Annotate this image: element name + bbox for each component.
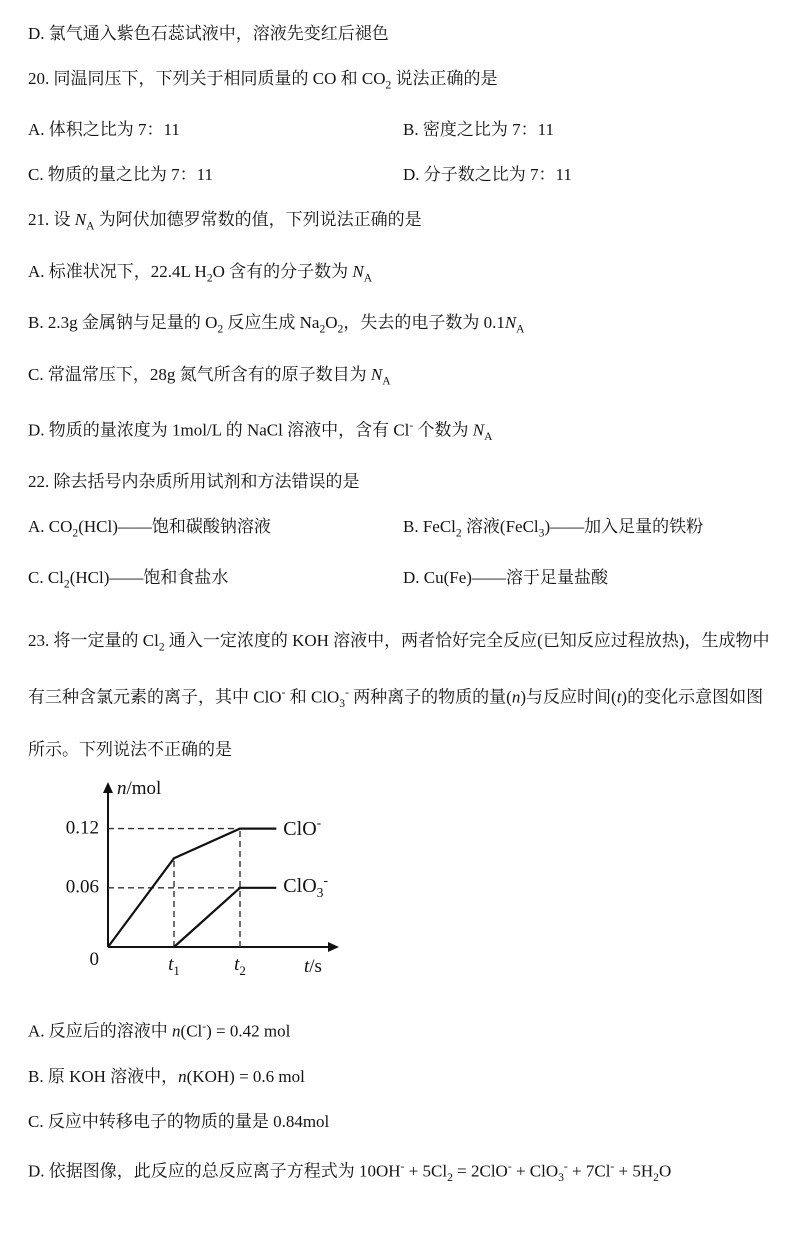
chart-origin-label: 0 (89, 949, 99, 971)
chart-xtick-label: $t_1$ (168, 954, 180, 979)
q22-options-row-2 (28, 566, 772, 595)
chart-xtick-label: $t_2$ (234, 954, 246, 979)
q21-option-a: A. 标准状况下，22.4L $H_2O$ 含有的分子数为 $N_A$ (28, 261, 373, 285)
q20-option-d: D. 分子数之比为 7：11 (403, 165, 572, 185)
q23-chart-svg (62, 777, 392, 991)
q19-option-d: D. 氯气通入紫色石蕊试液中，溶液先变红后褪色 (28, 24, 389, 43)
q23-option-d: D. 依据图像，此反应的总反应离子方程式为 $10OH^- + 5Cl_2 = 2ClO^- + ClO_3^- + 7Cl^- + 5H_2O$ (28, 1159, 672, 1184)
chart-ytick-label: 0.06 (65, 876, 99, 898)
q21-stem: 21. 设 $N_A$ 为阿伏加德罗常数的值，下列说法正确的是 (28, 210, 422, 233)
chart-series-label: ClO$_3$- (283, 872, 328, 901)
q20-options-row-2 (28, 163, 772, 186)
q22-option-d: D. Cu(Fe)——溶于足量盐酸 (403, 568, 608, 588)
q20-option-c: C. 物质的量之比为 7：11 (28, 165, 213, 185)
q20-options-row-1 (28, 118, 772, 141)
q20-option-a: A. 体积之比为 7：11 (28, 120, 180, 140)
q23-chart-figure (62, 777, 392, 991)
chart-series-label: ClO- (283, 814, 322, 840)
chart-ytick-label: 0.12 (65, 817, 99, 839)
q22-option-a: A. $CO_2(HCl)——$饱和碳酸钠溶液 (28, 517, 271, 540)
q20-option-b: B. 密度之比为 7：11 (403, 120, 554, 140)
q22-option-c: C. $Cl_2(HCl)——$饱和食盐水 (28, 568, 229, 591)
q23-option-b: B. 原 KOH 溶液中，n(KOH) = 0.6 mol (28, 1066, 305, 1086)
q22-options-row-1 (28, 515, 772, 544)
q23-option-c: C. 反应中转移电子的物质的量是 0.84mol (28, 1111, 330, 1131)
chart-y-axis-title: n/mol (117, 778, 162, 800)
chart-x-axis-title: t/s (304, 956, 322, 978)
q21-option-b: B. 2.3g 金属钠与足量的 $O_2$ 反应生成 $Na_2O_2$，失去的电子数为 $0.1N_A$ (28, 313, 525, 336)
q21-option-d: D. 物质的量浓度为 1mol/L 的 NaCl 溶液中，含有 Cl- 个数为 $N_A$ (28, 418, 493, 443)
q20-stem: 20. 同温同压下，下列关于相同质量的 CO 和 $CO_2$ 说法正确的是 (28, 69, 498, 92)
q22-stem: 22. 除去括号内杂质所用试剂和方法错误的是 (28, 472, 360, 491)
q23-option-a: A. 反应后的溶液中 n(Cl-) = 0.42 mol (28, 1020, 291, 1041)
q22-option-b: B. FeCl$_2$ 溶液(FeCl$_3$)——加入足量的铁粉 (403, 517, 704, 540)
q23-stem: 23. 将一定量的 $Cl_2$ 通入一定浓度的 KOH 溶液中，两者恰好完全反应(已知反应过程放热)，生成物中有三种含氯元素的离子，其中 ClO- 和 ClO$_3$- 两种离子的物质的量(n)与反应时间(t)的变化示意图如图所示。下列说法不正确的是 (28, 630, 770, 760)
q21-option-c: C. 常温常压下，28g 氮气所含有的原子数目为 $N_A$ (28, 364, 391, 387)
